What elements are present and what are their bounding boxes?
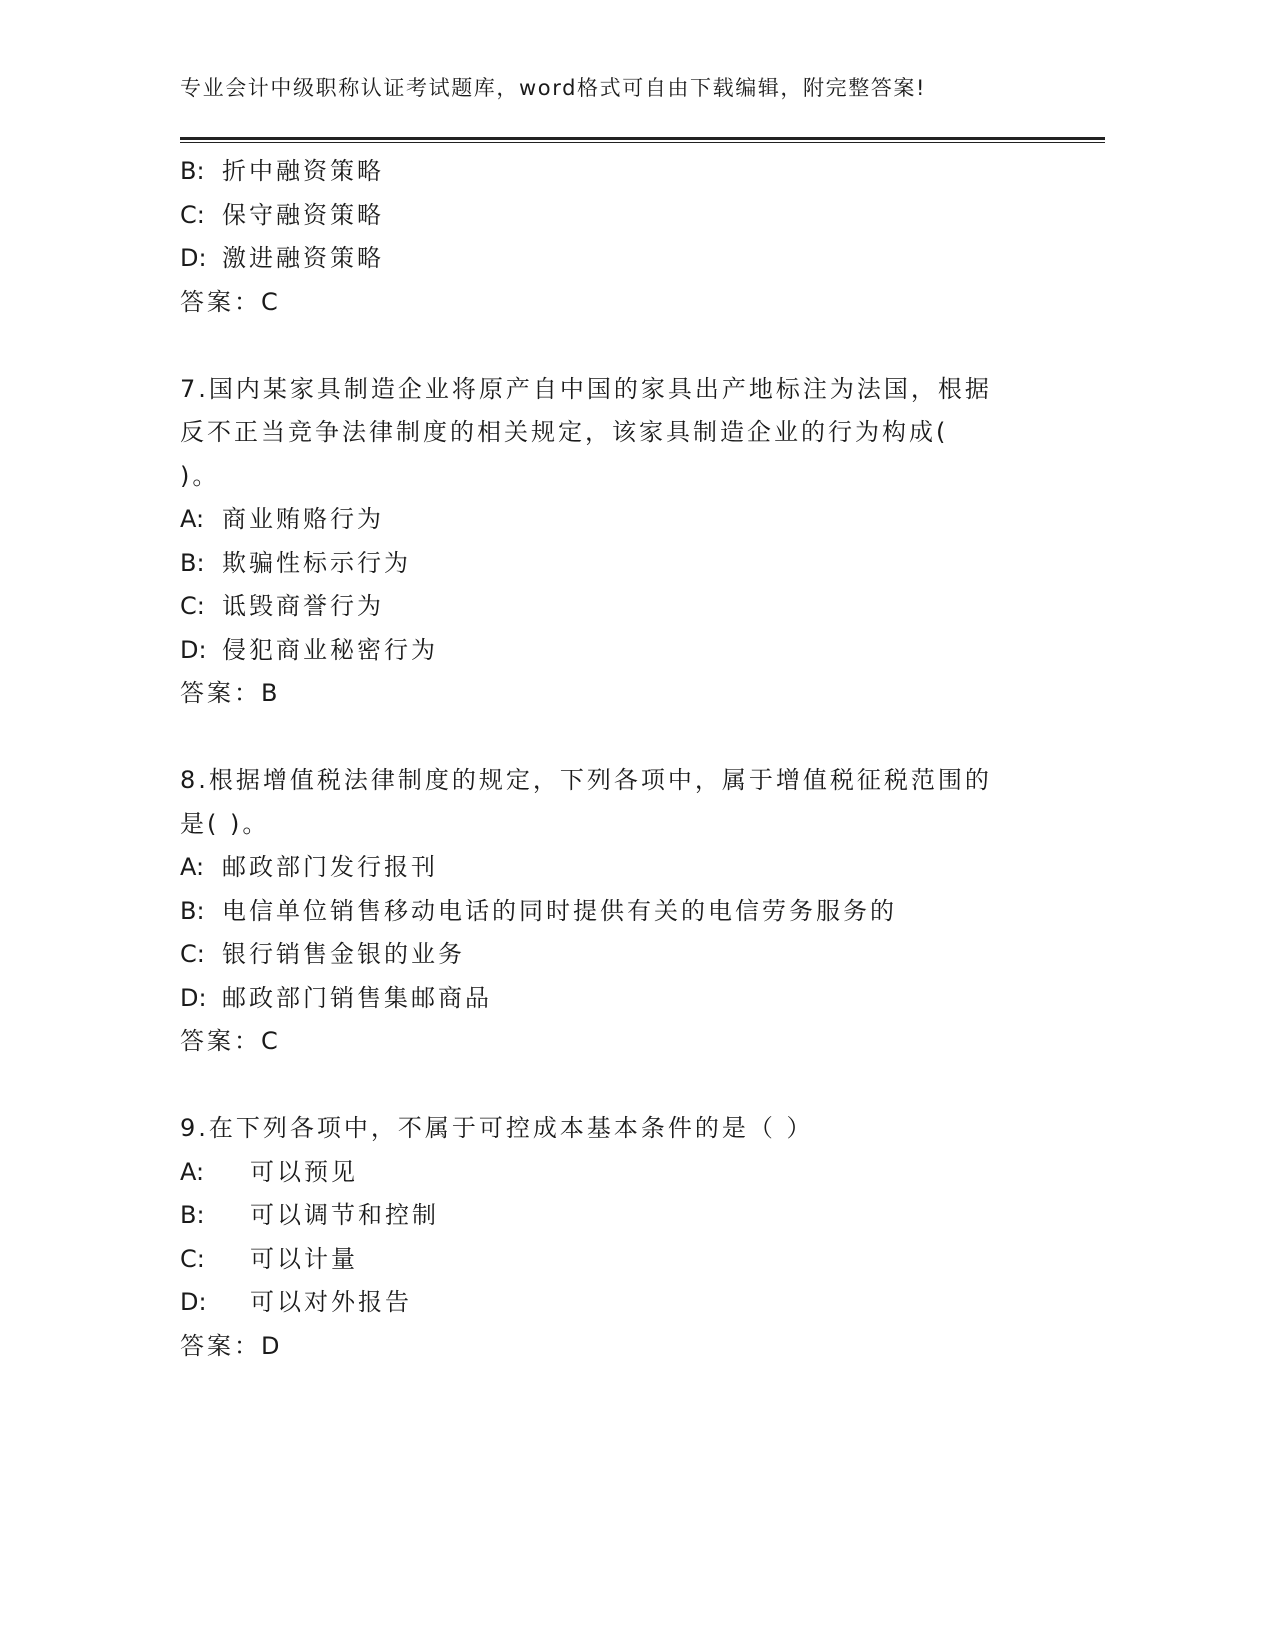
option-a <box>180 1151 1105 1195</box>
question-stem-line: 9.在下列各项中，不属于可控成本基本条件的是（ ） <box>180 1114 814 1142</box>
answer-label: 答案： <box>180 1027 261 1055</box>
option-text: 可以计量 <box>250 1244 358 1273</box>
page-header: 专业会计中级职称认证考试题库，word格式可自由下载编辑，附完整答案! <box>180 76 927 100</box>
option-letter: B: <box>180 1201 205 1229</box>
question-stem-line: 反不正当竞争法律制度的相关规定，该家具制造企业的行为构成( <box>180 418 949 446</box>
option-letter: C: <box>180 940 205 968</box>
option-letter: D: <box>180 983 207 1012</box>
option-letter: A: <box>180 505 205 533</box>
option-text: 邮政部门销售集邮商品 <box>222 983 492 1012</box>
spacer <box>180 1064 1105 1108</box>
option-text: 折中融资策略 <box>222 157 384 185</box>
question-9-block <box>180 1107 1105 1368</box>
question-stem-line: )。 <box>180 461 220 490</box>
prev-question-block <box>180 150 1105 324</box>
option-a <box>180 846 1105 890</box>
option-text: 侵犯商业秘密行为 <box>222 635 438 664</box>
option-letter: C: <box>180 200 205 229</box>
question-list <box>180 150 1105 1368</box>
option-letter: B: <box>180 548 205 577</box>
option-letter: B: <box>180 157 205 185</box>
option-text: 可以对外报告 <box>250 1288 412 1316</box>
option-letter: D: <box>180 1288 207 1316</box>
option-text: 邮政部门发行报刊 <box>222 853 438 881</box>
option-text: 激进融资策略 <box>222 244 384 272</box>
option-d <box>180 629 1105 673</box>
option-b <box>180 1194 1105 1238</box>
option-letter: A: <box>180 1157 205 1186</box>
answer-label: 答案： <box>180 679 261 707</box>
option-text: 银行销售金银的业务 <box>222 940 465 968</box>
option-letter: D: <box>180 635 207 664</box>
option-c <box>180 585 1105 629</box>
answer-line <box>180 281 1105 325</box>
answer-value: D <box>261 1331 281 1360</box>
option-b <box>180 890 1105 934</box>
option-text: 欺骗性标示行为 <box>222 548 411 577</box>
question-stem-line: 7.国内某家具制造企业将原产自中国的家具出产地标注为法国，根据 <box>180 374 992 403</box>
option-d <box>180 237 1105 281</box>
option-c <box>180 1238 1105 1282</box>
option-text: 商业贿赂行为 <box>222 505 384 533</box>
option-text: 保守融资策略 <box>222 200 384 229</box>
spacer <box>180 716 1105 760</box>
option-letter: A: <box>180 853 205 881</box>
option-letter: D: <box>180 244 207 272</box>
answer-value: C <box>261 287 279 316</box>
option-c <box>180 194 1105 238</box>
header-divider <box>180 137 1105 143</box>
question-stem-line: 8.根据增值税法律制度的规定，下列各项中，属于增值税征税范围的 <box>180 766 992 794</box>
answer-line <box>180 1325 1105 1369</box>
answer-value: B <box>261 679 279 707</box>
answer-label: 答案： <box>180 1331 261 1360</box>
answer-line <box>180 1020 1105 1064</box>
answer-label: 答案： <box>180 287 261 316</box>
option-c <box>180 933 1105 977</box>
question-8-block <box>180 759 1105 1064</box>
option-d <box>180 1281 1105 1325</box>
option-text: 可以预见 <box>250 1157 358 1186</box>
question-7-block <box>180 368 1105 716</box>
option-text: 诋毁商誉行为 <box>222 592 384 620</box>
answer-line <box>180 672 1105 716</box>
option-letter: B: <box>180 896 205 925</box>
option-letter: C: <box>180 1244 205 1273</box>
option-b <box>180 542 1105 586</box>
spacer <box>180 324 1105 368</box>
option-b <box>180 150 1105 194</box>
option-a <box>180 498 1105 542</box>
answer-value: C <box>261 1027 279 1055</box>
option-text: 电信单位销售移动电话的同时提供有关的电信劳务服务的 <box>222 896 897 925</box>
option-d <box>180 977 1105 1021</box>
option-letter: C: <box>180 592 205 620</box>
question-stem-line: 是( )。 <box>180 809 270 838</box>
option-text: 可以调节和控制 <box>250 1201 439 1229</box>
